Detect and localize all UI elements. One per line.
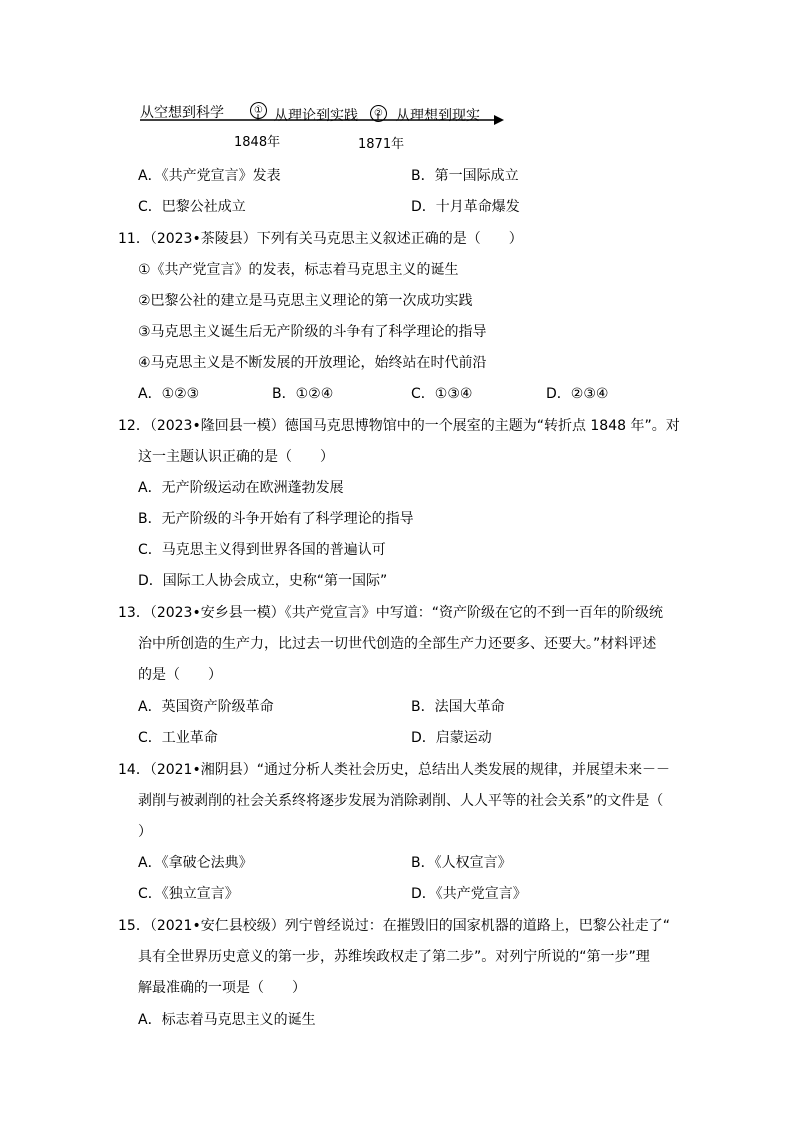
q12-stem-line-2: 这一主题认识正确的是（ ） <box>138 449 334 465</box>
q14-option-b[interactable]: B．《人权宣言》 <box>411 855 512 871</box>
q11-option-a[interactable]: A．①②③ <box>138 386 200 402</box>
q14-option-d[interactable]: D．《共产党宣言》 <box>411 886 527 902</box>
q10-option-b[interactable]: B．第一国际成立 <box>411 168 519 184</box>
q10-option-c[interactable]: C．巴黎公社成立 <box>138 199 246 215</box>
timeline-figure <box>138 100 508 152</box>
q11-statement-3: ③马克思主义诞生后无产阶级的斗争有了科学理论的指导 <box>138 324 487 340</box>
timeline-year-1: 1848年 <box>234 135 281 150</box>
timeline-segment-2: 从理论到实践 <box>274 108 358 124</box>
q11-option-d[interactable]: D．②③④ <box>546 386 609 402</box>
timeline-marker-2: ② <box>370 105 387 122</box>
q13-stem-line-3: 的是（ ） <box>138 667 222 683</box>
q12-option-b[interactable]: B．无产阶级的斗争开始有了科学理论的指导 <box>138 511 414 527</box>
q10-option-a[interactable]: A．《共产党宣言》发表 <box>138 168 281 184</box>
q11-statement-2: ②巴黎公社的建立是马克思主义理论的第一次成功实践 <box>138 293 473 309</box>
timeline-segment-1: 从空想到科学 <box>140 105 224 121</box>
q10-option-d[interactable]: D．十月革命爆发 <box>411 199 520 215</box>
q11-option-c[interactable]: C．①③④ <box>411 386 473 402</box>
q13-stem-line-1: 13．（2023•安乡县一模）《共产党宣言》中写道：“资产阶级在它的不到一百年的阶级统 <box>118 605 663 621</box>
q12-option-d[interactable]: D．国际工人协会成立，史称“第一国际” <box>138 573 388 589</box>
q11-stem: 11．（2023•茶陵县）下列有关马克思主义叙述正确的是（ ） <box>118 231 523 247</box>
q12-option-a[interactable]: A．无产阶级运动在欧洲蓬勃发展 <box>138 480 344 496</box>
q12-stem-line-1: 12．（2023•隆回县一模）德国马克思博物馆中的一个展室的主题为“转折点 1848 年”。对 <box>118 418 680 434</box>
timeline-marker-1: ① <box>250 102 267 119</box>
q13-option-d[interactable]: D．启蒙运动 <box>411 730 492 746</box>
q14-stem-line-3: ） <box>138 824 152 840</box>
q15-stem-line-2: 具有全世界历史意义的第一步，苏维埃政权走了第二步”。对列宁所说的“第一步”理 <box>138 949 650 965</box>
q11-option-b[interactable]: B．①②④ <box>272 386 334 402</box>
q11-statement-4: ④马克思主义是不断发展的开放理论，始终站在时代前沿 <box>138 355 487 371</box>
q14-option-a[interactable]: A．《拿破仑法典》 <box>138 855 253 871</box>
q13-option-a[interactable]: A．英国资产阶级革命 <box>138 699 274 715</box>
q15-option-a[interactable]: A．标志着马克思主义的诞生 <box>138 1012 316 1028</box>
timeline-year-2: 1871年 <box>358 137 405 152</box>
timeline-segment-3: 从理想到现实 <box>396 108 480 124</box>
q14-option-c[interactable]: C．《独立宣言》 <box>138 886 239 902</box>
q13-option-c[interactable]: C．工业革命 <box>138 730 218 746</box>
q13-option-b[interactable]: B．法国大革命 <box>411 699 505 715</box>
q12-option-c[interactable]: C．马克思主义得到世界各国的普遍认可 <box>138 542 386 558</box>
q14-stem-line-2: 剥削与被剥削的社会关系终将逐步发展为消除剥削、人人平等的社会关系”的文件是（ <box>138 793 664 809</box>
q14-stem-line-1: 14．（2021•湘阴县）“通过分析人类社会历史，总结出人类发展的规律，并展望未来－－ <box>118 762 670 778</box>
q11-statement-1: ①《共产党宣言》的发表，标志着马克思主义的诞生 <box>138 262 459 278</box>
q15-stem-line-1: 15．（2021•安仁县校级）列宁曾经说过：在摧毁旧的国家机器的道路上，巴黎公社走了“ <box>118 918 670 934</box>
q13-stem-line-2: 治中所创造的生产力，比过去一切世代创造的全部生产力还要多、还要大。”材料评述 <box>138 636 657 652</box>
q15-stem-line-3: 解最准确的一项是（ ） <box>138 980 306 996</box>
